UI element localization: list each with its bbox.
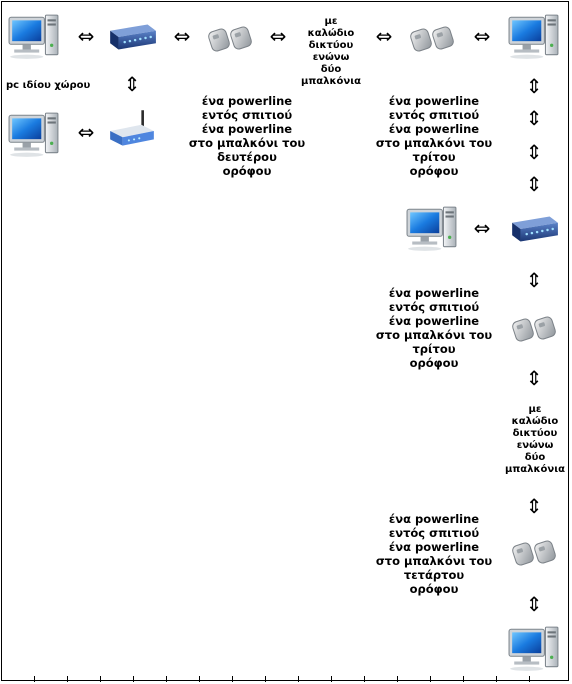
router-icon [508, 212, 560, 248]
grid-cell-divider [67, 676, 68, 682]
computer-icon [508, 14, 560, 60]
label-powerline-third-floor: ένα powerline εντός σπιτιού ένα powerline στο μπαλκόνι του τρίτου ορόφου [375, 94, 493, 178]
computer-icon [8, 14, 60, 60]
grid-cell-divider [232, 676, 233, 682]
label-cable-top: με καλώδιο δικτύου ενώνω δύο μπαλκόνια [300, 16, 362, 87]
grid-cell-divider [331, 676, 332, 682]
label-cable-right: με καλώδιο δικτύου ενώνω δύο μπαλκόνια [504, 404, 566, 475]
double-arrow-vertical: ⇕ [525, 366, 543, 390]
double-arrow-vertical: ⇕ [525, 74, 543, 98]
label-powerline-second-floor: ένα powerline εντός σπιτιού ένα powerline στο μπαλκόνι του δευτέρου ορόφου [188, 94, 306, 178]
double-arrow-horizontal: ⇔ [77, 120, 95, 144]
grid-cell-divider [496, 676, 497, 682]
double-arrow-horizontal: ⇔ [375, 24, 393, 48]
double-arrow-vertical: ⇕ [525, 106, 543, 130]
grid-cell-divider [397, 676, 398, 682]
computer-icon [8, 112, 60, 158]
grid-cell-divider [100, 676, 101, 682]
router-icon [106, 20, 158, 56]
powerline-adapter-icon [508, 538, 560, 568]
computer-icon [406, 206, 458, 252]
double-arrow-vertical: ⇕ [525, 172, 543, 196]
bottom-grid-row [1, 676, 569, 682]
grid-cell-divider [430, 676, 431, 682]
double-arrow-vertical: ⇕ [525, 140, 543, 164]
grid-cell-divider [199, 676, 200, 682]
computer-icon [508, 626, 560, 672]
grid-cell-divider [298, 676, 299, 682]
powerline-adapter-icon [204, 24, 256, 54]
label-powerline-third-floor-2: ένα powerline εντός σπιτιού ένα powerline στο μπαλκόνι του τρίτου ορόφου [375, 286, 493, 370]
label-powerline-fourth-floor: ένα powerline εντός σπιτιού ένα powerline στο μπαλκόνι του τετάρτου ορόφου [375, 512, 493, 596]
powerline-adapter-icon [508, 314, 560, 344]
grid-cell-divider [364, 676, 365, 682]
label-pc-room: pc ιδίου χώρου [6, 80, 91, 91]
double-arrow-horizontal: ⇔ [473, 216, 491, 240]
grid-cell-divider [34, 676, 35, 682]
grid-cell-divider [529, 676, 530, 682]
grid-cell-divider [463, 676, 464, 682]
double-arrow-horizontal: ⇔ [473, 24, 491, 48]
double-arrow-vertical: ⇕ [525, 268, 543, 292]
wireless-router-icon [106, 108, 158, 152]
double-arrow-vertical: ⇕ [525, 592, 543, 616]
grid-cell-divider [265, 676, 266, 682]
double-arrow-horizontal: ⇔ [173, 24, 191, 48]
double-arrow-horizontal: ⇔ [269, 24, 287, 48]
double-arrow-vertical: ⇕ [525, 494, 543, 518]
double-arrow-horizontal: ⇔ [77, 24, 95, 48]
grid-cell-divider [133, 676, 134, 682]
double-arrow-vertical: ⇕ [123, 72, 141, 96]
powerline-adapter-icon [406, 24, 458, 54]
grid-cell-divider [166, 676, 167, 682]
